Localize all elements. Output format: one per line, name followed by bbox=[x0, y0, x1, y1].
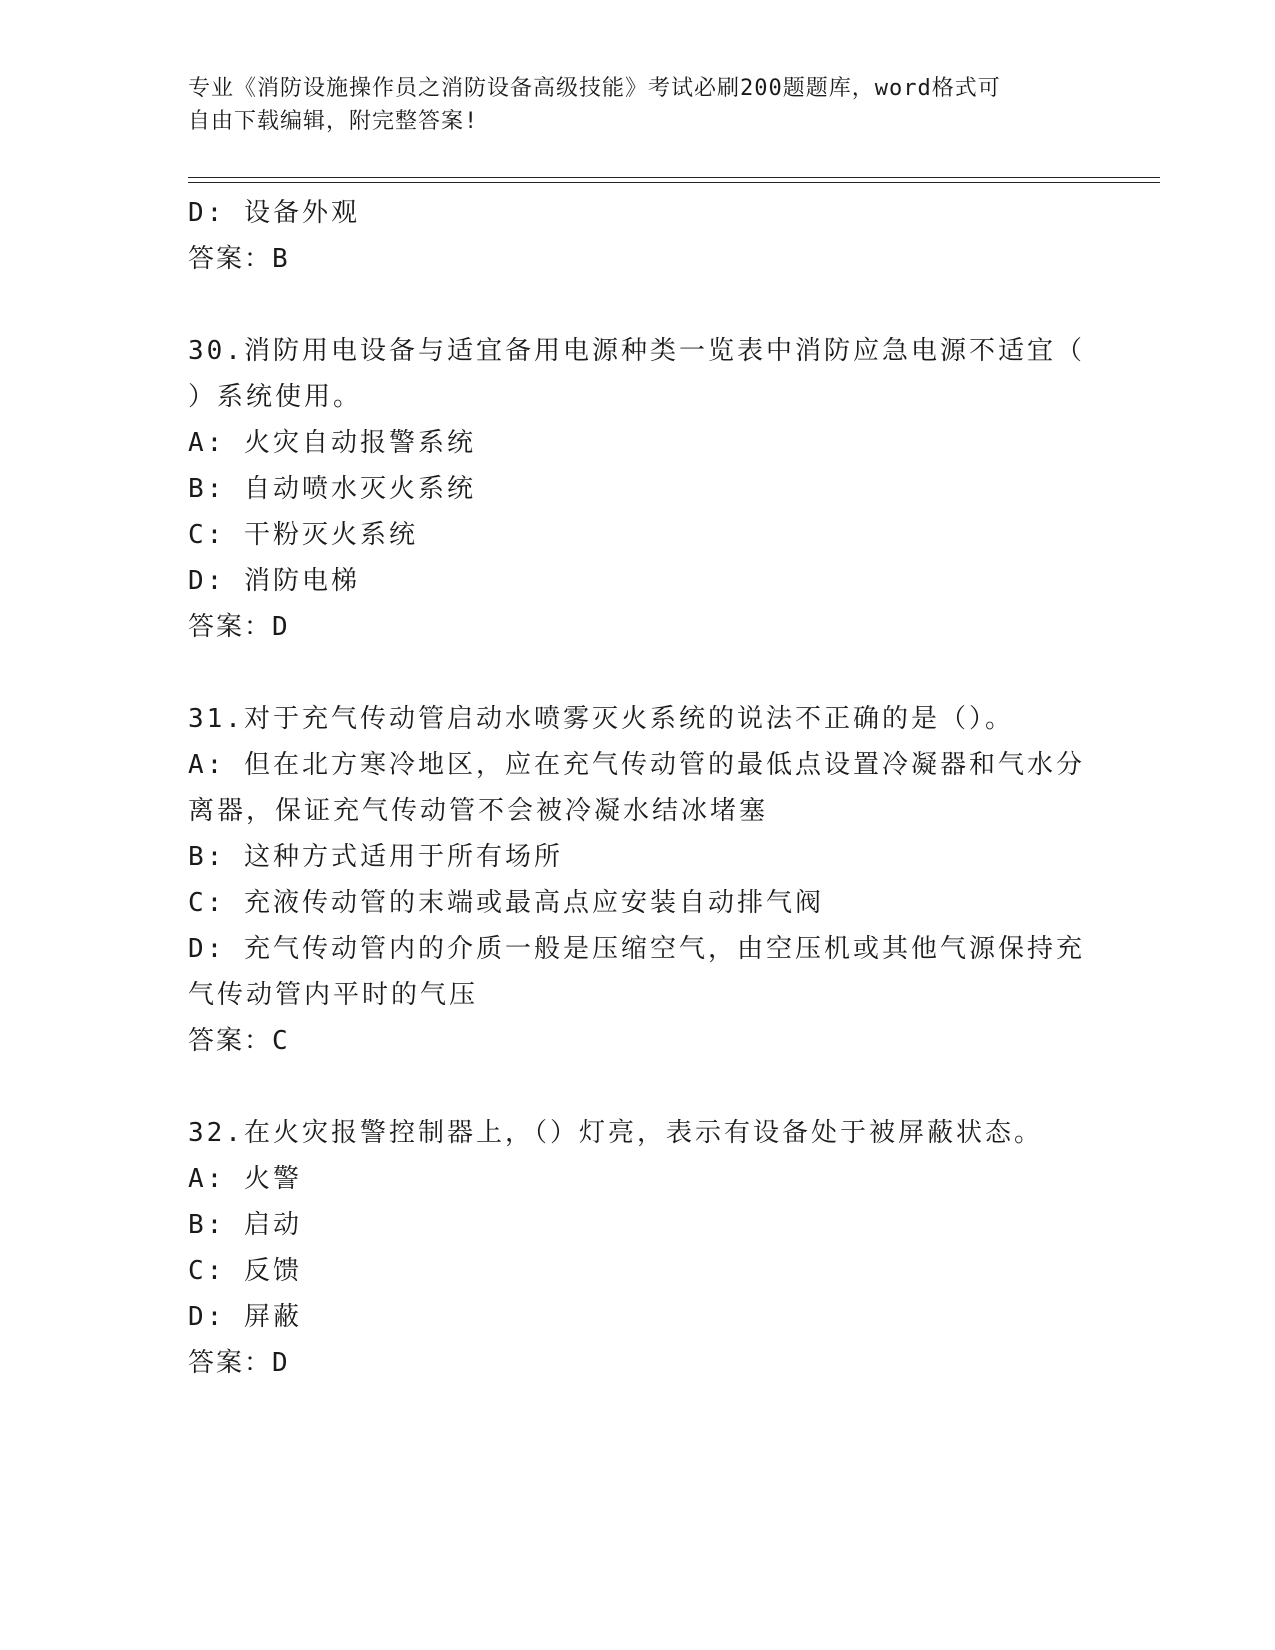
answer-label: 答案： bbox=[188, 612, 273, 642]
option-b: B: 这种方式适用于所有场所 bbox=[188, 842, 563, 872]
question-30 bbox=[188, 328, 1088, 650]
question-31 bbox=[188, 696, 1088, 1064]
question-list bbox=[188, 190, 1088, 1386]
answer-value: D bbox=[272, 612, 290, 642]
answer-label: 答案： bbox=[188, 244, 273, 274]
option-d-continued: 气传动管内平时的气压 bbox=[188, 980, 479, 1010]
answer-line bbox=[188, 1340, 1088, 1386]
option-b: B: 启动 bbox=[188, 1210, 302, 1240]
option-b: B: 自动喷水灭火系统 bbox=[188, 474, 476, 504]
spacer bbox=[188, 1064, 1088, 1110]
spacer bbox=[188, 650, 1088, 696]
spacer bbox=[188, 282, 1088, 328]
option-a: A: 火灾自动报警系统 bbox=[188, 428, 476, 458]
question-32 bbox=[188, 1110, 1088, 1386]
previous-question-tail bbox=[188, 190, 1088, 282]
answer-label: 答案： bbox=[188, 1026, 273, 1056]
header-divider-bottom bbox=[188, 182, 1160, 183]
header-divider-top bbox=[188, 177, 1160, 178]
answer-value: D bbox=[272, 1348, 290, 1378]
answer-value: C bbox=[272, 1026, 290, 1056]
option-c: C: 反馈 bbox=[188, 1256, 302, 1286]
answer-value: B bbox=[272, 244, 290, 274]
option-d: D: 设备外观 bbox=[188, 198, 360, 228]
header-line-2: 自由下载编辑，附完整答案! bbox=[188, 109, 479, 134]
option-a: A: 但在北方寒冷地区，应在充气传动管的最低点设置冷凝器和气水分 bbox=[188, 750, 1085, 780]
question-stem: 31.对于充气传动管启动水喷雾灭火系统的说法不正确的是（）。 bbox=[188, 704, 1014, 734]
answer-line bbox=[188, 604, 1088, 650]
option-a: A: 火警 bbox=[188, 1164, 302, 1194]
header-line-1: 专业《消防设施操作员之消防设备高级技能》考试必刷200题题库，word格式可 bbox=[188, 76, 1001, 101]
question-stem: 32.在火灾报警控制器上，（）灯亮，表示有设备处于被屏蔽状态。 bbox=[188, 1118, 1043, 1148]
answer-line bbox=[188, 1018, 1088, 1064]
option-a-continued: 离器，保证充气传动管不会被冷凝水结冰堵塞 bbox=[188, 796, 769, 826]
option-c: C: 充液传动管的末端或最高点应安装自动排气阀 bbox=[188, 888, 824, 918]
option-d: D: 充气传动管内的介质一般是压缩空气，由空压机或其他气源保持充 bbox=[188, 934, 1085, 964]
page-header bbox=[188, 72, 1088, 138]
option-d: D: 消防电梯 bbox=[188, 566, 360, 596]
option-d: D: 屏蔽 bbox=[188, 1302, 302, 1332]
answer-label: 答案： bbox=[188, 1348, 273, 1378]
answer-line bbox=[188, 236, 1088, 282]
question-stem: ）系统使用。 bbox=[188, 382, 363, 412]
option-c: C: 干粉灭火系统 bbox=[188, 520, 418, 550]
question-stem: 30.消防用电设备与适宜备用电源种类一览表中消防应急电源不适宜（ bbox=[188, 336, 1085, 366]
